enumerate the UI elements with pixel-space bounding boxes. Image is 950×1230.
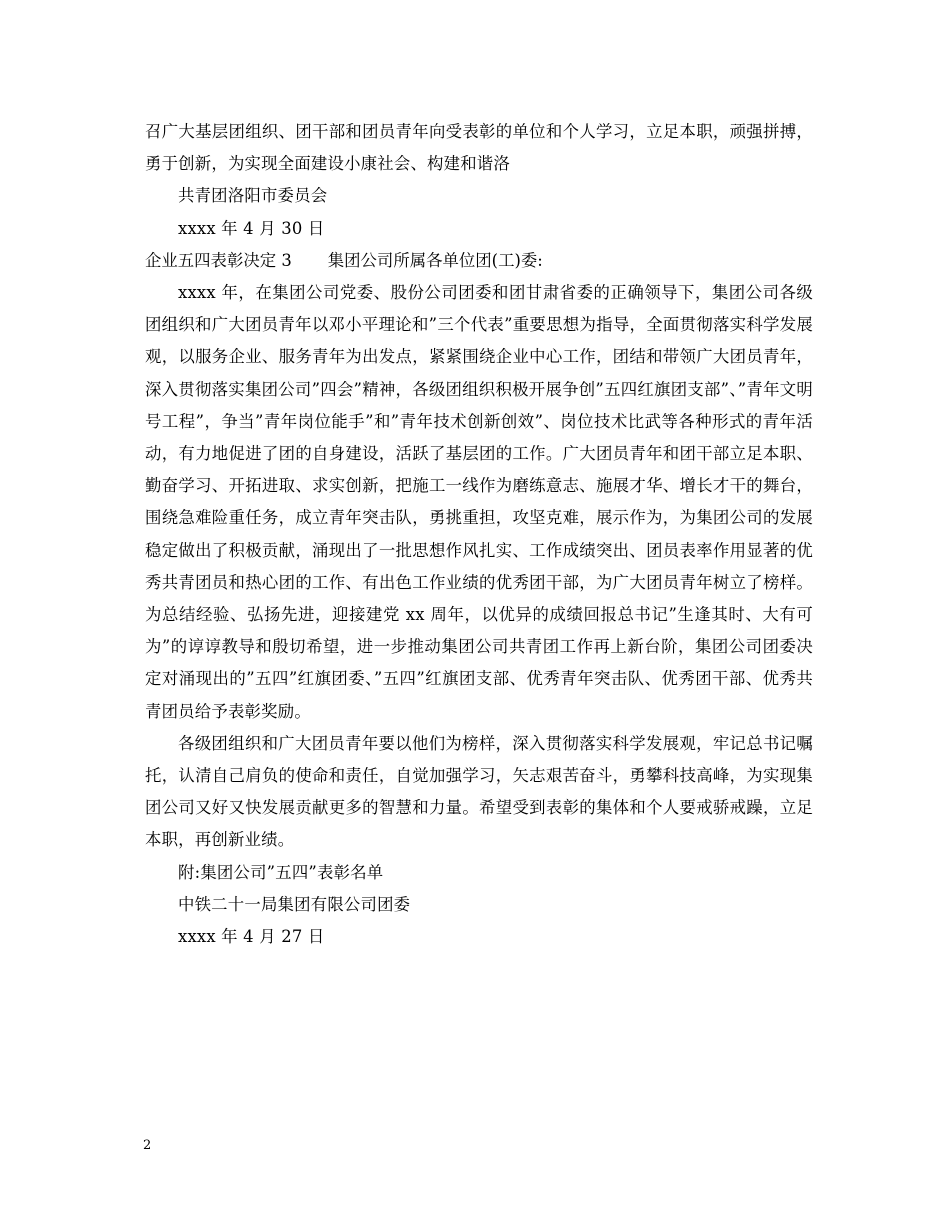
paragraph-call-to-action: 各级团组织和广大团员青年要以他们为榜样，深入贯彻落实科学发展观，牢记总书记嘱托，认清自己肩负的使命和责任，自觉加强学习，矢志艰苦奋斗，勇攀科技高峰，为实现集团公司又好又快发展贡献更多的智慧和力量。希望受到表彰的集体和个人要戒骄戒躁，立足本职，再创新业绩。: [145, 733, 813, 850]
page-number: 2: [143, 1138, 152, 1153]
section-title: 企业五四表彰决定 3: [145, 250, 292, 270]
issuer-organization: 中铁二十一局集团有限公司团委: [178, 894, 411, 914]
issue-date: xxxx 年 4 月 27 日: [178, 927, 325, 947]
paragraph-continuation: 召广大基层团组织、团干部和团员青年向受表彰的单位和个人学习，立足本职，顽强拼搏，勇于创新，为实现全面建设小康社会、构建和谐洛: [145, 122, 813, 174]
section-heading: [145, 245, 813, 277]
document-body: [145, 116, 813, 953]
signature-organization: 共青团洛阳市委员会: [178, 186, 328, 206]
paragraph-main: xxxx 年，在集团公司党委、股份公司团委和团甘肃省委的正确领导下，集团公司各级团组织和广大团员青年以邓小平理论和”三个代表”重要思想为指导，全面贯彻落实科学发展观，以服务企业、服务青年为出发点，紧紧围绕企业中心工作，团结和带领广大团员青年，深入贯彻落实集团公司”四会”精神，各级团组织积极开展争创”五四红旗团支部”、”青年文明号工程”，争当”青年岗位能手”和”青年技术创新创效”、岗位技术比武等各种形式的青年活动，有力地促进了团的自身建设，活跃了基层团的工作。广大团员青年和团干部立足本职、勤奋学习、开拓进取、求实创新，把施工一线作为磨练意志、施展才华、增长才干的舞台，围绕急难险重任务，成立青年突击队，勇挑重担，攻坚克难，展示作为，为集团公司的发展稳定做出了积极贡献，涌现出了一批思想作风扎实、工作成绩突出、团员表率作用显著的优秀共青团员和热心团的工作、有出色工作业绩的优秀团干部，为广大团员青年树立了榜样。为总结经验、弘扬先进，迎接建党 xx 周年，以优异的成绩回报总书记”生逢其时、大有可为”的谆谆教导和殷切希望，进一步推动集团公司共青团工作再上新台阶，集团公司团委决定对涌现出的”五四”红旗团委、”五四”红旗团支部、优秀青年突击队、优秀团干部、优秀共青团员给予表彰奖励。: [145, 283, 813, 721]
signature-date: xxxx 年 4 月 30 日: [178, 218, 325, 238]
addressee: 集团公司所属各单位团(工)委:: [327, 250, 543, 270]
attachment-note: 附:集团公司”五四”表彰名单: [178, 862, 384, 882]
